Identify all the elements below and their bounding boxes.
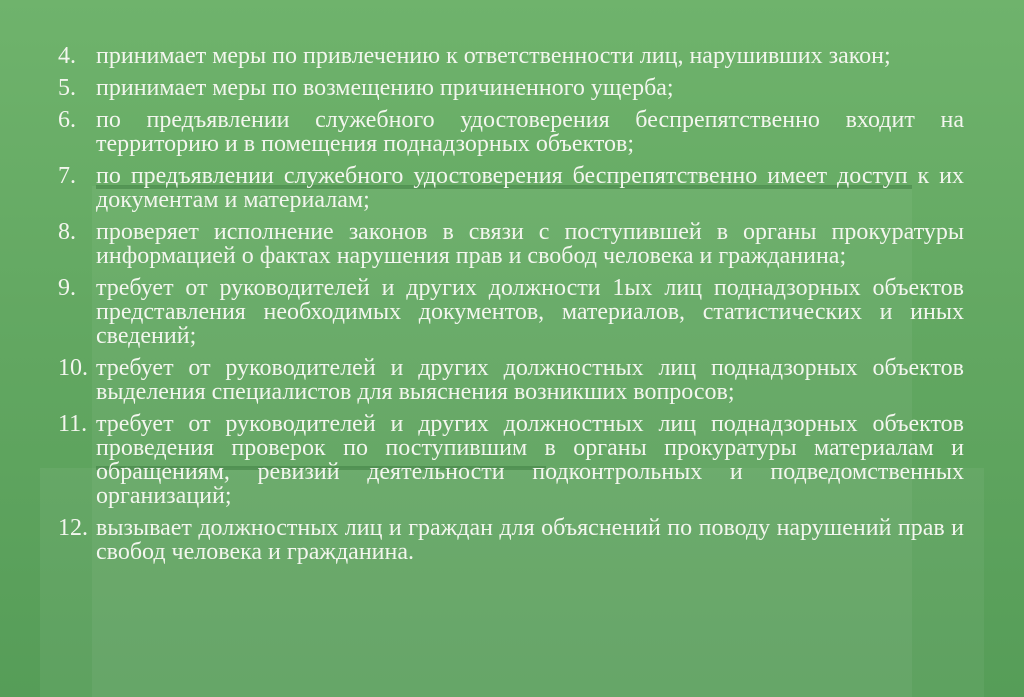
list-item (58, 356, 964, 404)
list-item-number: 11. (58, 411, 88, 437)
list-item (58, 108, 964, 156)
list-item-text: требует от руководителей и других должностных лиц поднадзорных объектов проведения проверок по поступившим в органы прокуратуры материалам и обращениям, ревизий деятельности подконтрольных и подведомственных организаций; (96, 411, 964, 509)
list-item-text: по предъявлении служебного удостоверения беспрепятственно имеет доступ к их документам и материалам; (96, 163, 964, 213)
list-item-number: 7. (58, 163, 76, 189)
list-item (58, 220, 964, 268)
list-item-number: 12. (58, 515, 88, 541)
list-item-number: 6. (58, 107, 76, 133)
list-item (58, 164, 964, 212)
list-item (58, 276, 964, 348)
list-item-text: принимает меры по возмещению причиненного ущерба; (96, 75, 674, 101)
numbered-list (58, 44, 964, 572)
list-item-number: 9. (58, 275, 76, 301)
list-item-text: вызывает должностных лиц и граждан для объяснений по поводу нарушений прав и свобод человека и гражданина. (96, 515, 964, 565)
list-item (58, 516, 964, 564)
list-item-number: 4. (58, 43, 76, 69)
list-item-text: по предъявлении служебного удостоверения беспрепятственно входит на территорию и в помещения поднадзорных объектов; (96, 107, 964, 157)
list-item (58, 76, 964, 100)
list-item (58, 44, 964, 68)
list-item-text: требует от руководителей и других должности 1ых лиц поднадзорных объектов представления необходимых документов, материалов, статистических и иных сведений; (96, 275, 964, 349)
list-item-text: проверяет исполнение законов в связи с поступившей в органы прокуратуры информацией о фактах нарушения прав и свобод человека и гражданина; (96, 219, 964, 269)
list-item-number: 5. (58, 75, 76, 101)
list-item-number: 10. (58, 355, 88, 381)
list-item (58, 412, 964, 508)
list-item-number: 8. (58, 219, 76, 245)
list-item-text: требует от руководителей и других должностных лиц поднадзорных объектов выделения специалистов для выяснения возникших вопросов; (96, 355, 964, 405)
list-item-text: принимает меры по привлечению к ответственности лиц, нарушивших закон; (96, 43, 891, 69)
